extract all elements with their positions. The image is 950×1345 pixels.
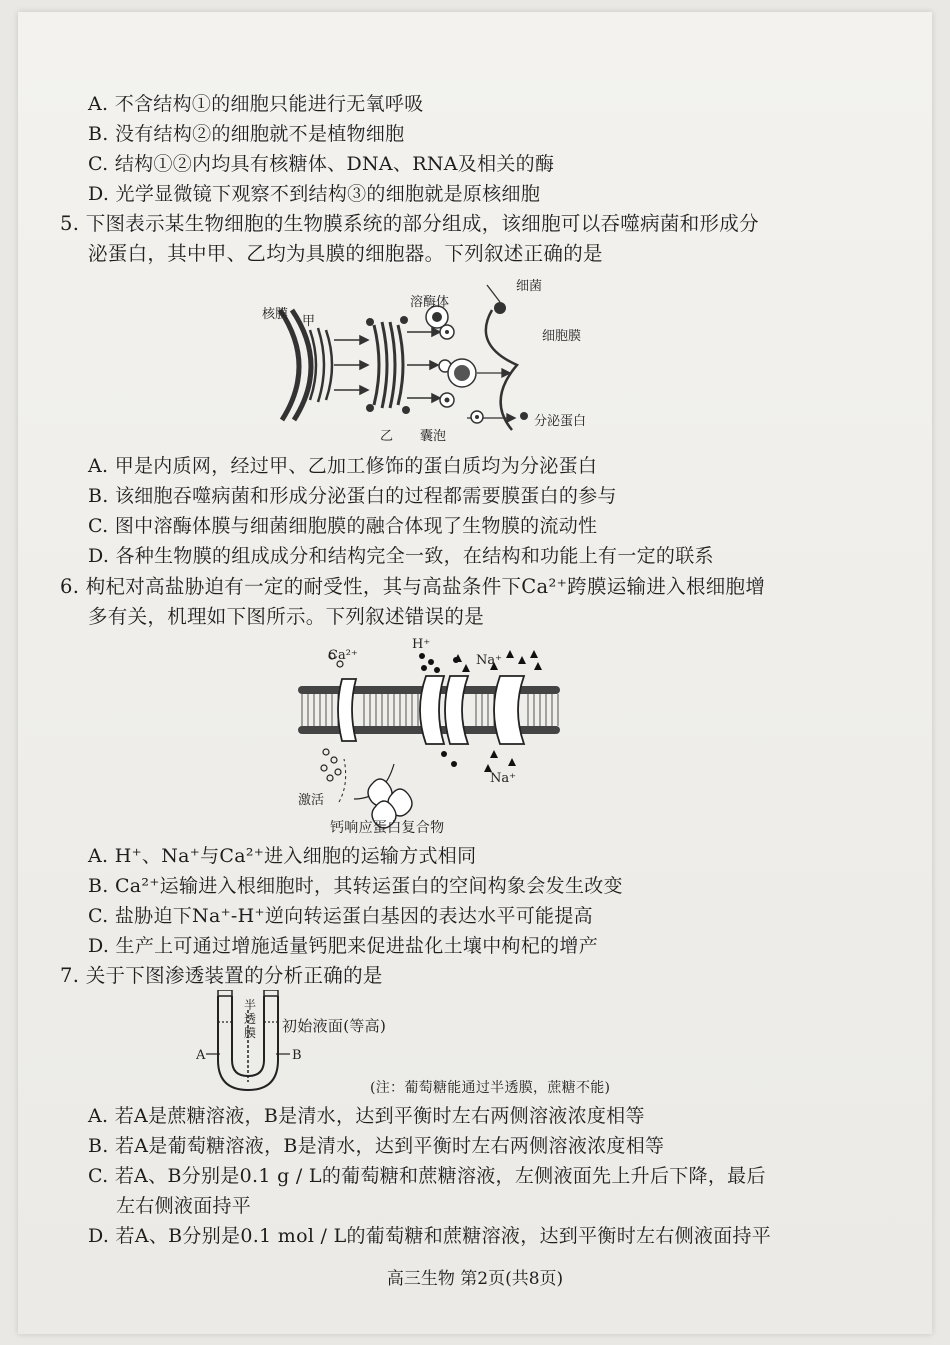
q7-option-d: D. 若A、B分别是0.1 mol / L的葡萄糖和蔗糖溶液，达到平衡时左右侧液面持平	[88, 1225, 772, 1247]
q6-option-d: D. 生产上可通过增施适量钙肥来促进盐化土壤中枸杞的增产	[88, 935, 599, 957]
q7-option-c-line1: C. 若A、B分别是0.1 g / L的葡萄糖和蔗糖溶液，左侧液面先上升后下降，最后	[88, 1165, 766, 1187]
label-lysosome: 溶酶体	[410, 295, 450, 310]
q4-option-c: C. 结构①②内均具有核糖体、DNA、RNA及相关的酶	[88, 153, 555, 175]
q6-stem-line2: 多有关，机理如下图所示。下列叙述错误的是	[88, 605, 485, 628]
label-calcium-response-complex: 钙响应蛋白复合物	[330, 820, 445, 836]
q5-stem-line2: 泌蛋白，其中甲、乙均为具膜的细胞器。下列叙述正确的是	[88, 242, 603, 265]
label-vacuole: 囊泡	[420, 429, 447, 444]
q5-option-c: C. 图中溶酶体膜与细菌细胞膜的融合体现了生物膜的流动性	[88, 515, 598, 537]
label-bacteria: 细菌	[516, 279, 543, 294]
label-jia: 甲	[302, 314, 316, 329]
q4-option-a: A. 不含结构①的细胞只能进行无氧呼吸	[88, 93, 424, 115]
label-nuclear-membrane: 核膜	[262, 307, 289, 322]
q7-figure-note: (注：葡萄糖能通过半透膜，蔗糖不能)	[370, 1080, 611, 1096]
q4-option-b: B. 没有结构②的细胞就不是植物细胞	[88, 123, 405, 145]
q6-stem-line1: 6. 枸杞对高盐胁迫有一定的耐受性，其与高盐条件下Ca²⁺跨膜运输进入根细胞增	[60, 575, 766, 598]
label-yi: 乙	[380, 429, 394, 444]
q6-option-c: C. 盐胁迫下Na⁺-H⁺逆向转运蛋白基因的表达水平可能提高	[88, 905, 593, 927]
label-side-b: B	[292, 1048, 302, 1063]
label-semipermeable-membrane: 半透膜	[244, 998, 257, 1040]
q6-option-b: B. Ca²⁺运输进入根细胞时，其转运蛋白的空间构象会发生改变	[88, 875, 623, 897]
q7-option-a: A. 若A是蔗糖溶液，B是清水，达到平衡时左右两侧溶液浓度相等	[88, 1105, 645, 1127]
q5-option-a: A. 甲是内质网，经过甲、乙加工修饰的蛋白质均为分泌蛋白	[88, 455, 598, 477]
q7-option-b: B. 若A是葡萄糖溶液，B是清水，达到平衡时左右两侧溶液浓度相等	[88, 1135, 665, 1157]
q4-option-d: D. 光学显微镜下观察不到结构③的细胞就是原核细胞	[88, 183, 541, 205]
q6-option-a: A. H⁺、Na⁺与Ca²⁺进入细胞的运输方式相同	[88, 845, 477, 867]
label-ca-ion: Ca²⁺	[328, 648, 358, 663]
q7-option-c-line2: 左右侧液面持平	[116, 1195, 252, 1217]
label-h-ion: H⁺	[412, 637, 431, 652]
q5-stem-line1: 5. 下图表示某生物细胞的生物膜系统的部分组成，该细胞可以吞噬病菌和形成分	[60, 212, 759, 235]
label-side-a: A	[196, 1048, 206, 1063]
label-secreted-protein: 分泌蛋白	[534, 414, 587, 429]
page-footer: 高三生物 第2页(共8页)	[386, 1269, 564, 1289]
q5-option-d: D. 各种生物膜的组成成分和结构完全一致，在结构和功能上有一定的联系	[88, 545, 714, 567]
q5-option-b: B. 该细胞吞噬病菌和形成分泌蛋白的过程都需要膜蛋白的参与	[88, 485, 617, 507]
q6-ion-transport-figure	[294, 634, 564, 839]
label-na-ion-top: Na⁺	[476, 653, 502, 668]
label-na-ion-bottom: Na⁺	[490, 771, 516, 786]
label-activate: 激活	[298, 793, 325, 808]
label-cell-membrane: 细胞膜	[542, 329, 582, 344]
label-initial-level: 初始液面(等高)	[282, 1017, 387, 1035]
q7-stem: 7. 关于下图渗透装置的分析正确的是	[60, 964, 383, 987]
q5-membrane-system-figure	[262, 270, 622, 450]
